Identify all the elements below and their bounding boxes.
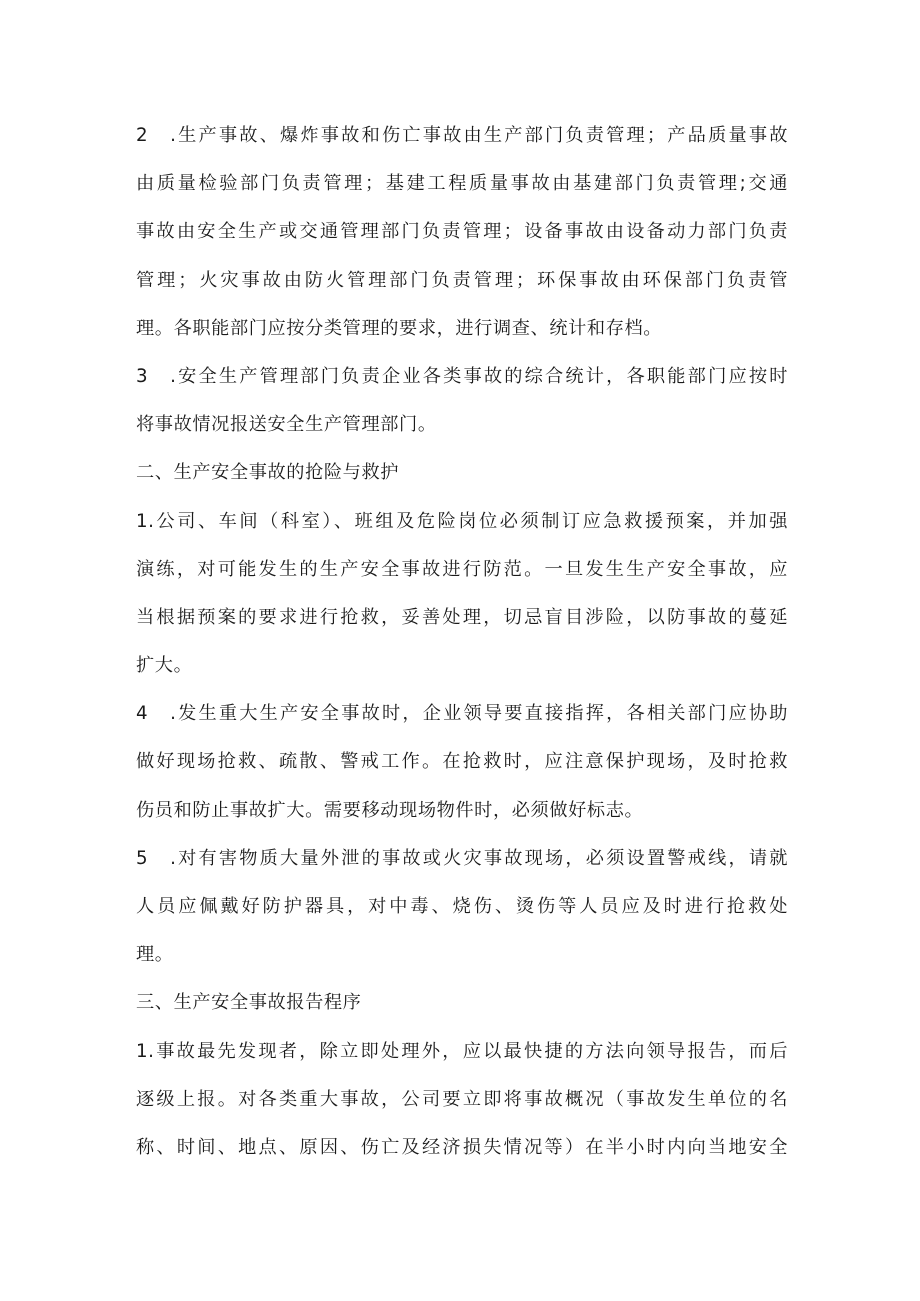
text-line: 将事故情况报送安全生产管理部门。 — [136, 414, 437, 436]
text-line: 1.公司、车间（科室）、班组及危险岗位必须制订应急救援预案，并加强 — [136, 510, 788, 532]
text-line: 做好现场抢救、疏散、警戒工作。在抢救时，应注意保护现场，及时抢救 — [136, 751, 788, 773]
text-line: 管理；火灾事故由防火管理部门负责管理；环保事故由环保部门负责管 — [136, 269, 788, 291]
text-line: 由质量检验部门负责管理；基建工程质量事故由基建部门负责管理;交通 — [136, 173, 788, 195]
text-line: 三、生产安全事故报告程序 — [136, 992, 362, 1014]
text-line: 3 .安全生产管理部门负责企业各类事故的综合统计，各职能部门应按时 — [136, 365, 788, 387]
text-line: 扩大。 — [136, 655, 193, 677]
text-line: 事故由安全生产或交通管理部门负责管理；设备事故由设备动力部门负责 — [136, 221, 788, 243]
text-line: 当根据预案的要求进行抢救，妥善处理，切忌盲目涉险，以防事故的蔓延 — [136, 606, 788, 628]
text-line: 逐级上报。对各类重大事故，公司要立即将事故概况（事故发生单位的名 — [136, 1088, 788, 1110]
text-line: 二、生产安全事故的抢险与救护 — [136, 462, 400, 484]
document-page — [136, 112, 788, 1172]
text-line: 人员应佩戴好防护器具，对中毒、烧伤、烫伤等人员应及时进行抢救处 — [136, 896, 788, 917]
text-line: 4 .发生重大生产安全事故时，企业领导要直接指挥，各相关部门应协助 — [136, 703, 788, 725]
text-line: 演练，对可能发生的生产安全事故进行防范。一旦发生生产安全事故，应 — [136, 558, 788, 580]
paragraph — [136, 498, 788, 691]
text-line: 理。各职能部门应按分类管理的要求，进行调查、统计和存档。 — [136, 317, 663, 339]
paragraph — [136, 690, 788, 835]
text-line: 伤员和防止事故扩大。需要移动现场物件时，必须做好标志。 — [136, 799, 644, 821]
text-line: 5 .对有害物质大量外泄的事故或火灾事故现场，必须设置警戒线，请就 — [136, 847, 788, 869]
text-line: 理。 — [136, 944, 174, 966]
section-heading — [136, 979, 788, 1027]
paragraph — [136, 1028, 788, 1173]
paragraph — [136, 835, 788, 980]
text-line: 2 .生产事故、爆炸事故和伤亡事故由生产部门负责管理；产品质量事故 — [136, 125, 788, 146]
section-heading — [136, 449, 788, 497]
paragraph — [136, 112, 788, 353]
text-line: 称、时间、地点、原因、伤亡及经济损失情况等）在半小时内向当地安全 — [136, 1136, 788, 1158]
paragraph — [136, 353, 788, 449]
text-line: 1.事故最先发现者，除立即处理外，应以最快捷的方法向领导报告，而后 — [136, 1040, 788, 1062]
